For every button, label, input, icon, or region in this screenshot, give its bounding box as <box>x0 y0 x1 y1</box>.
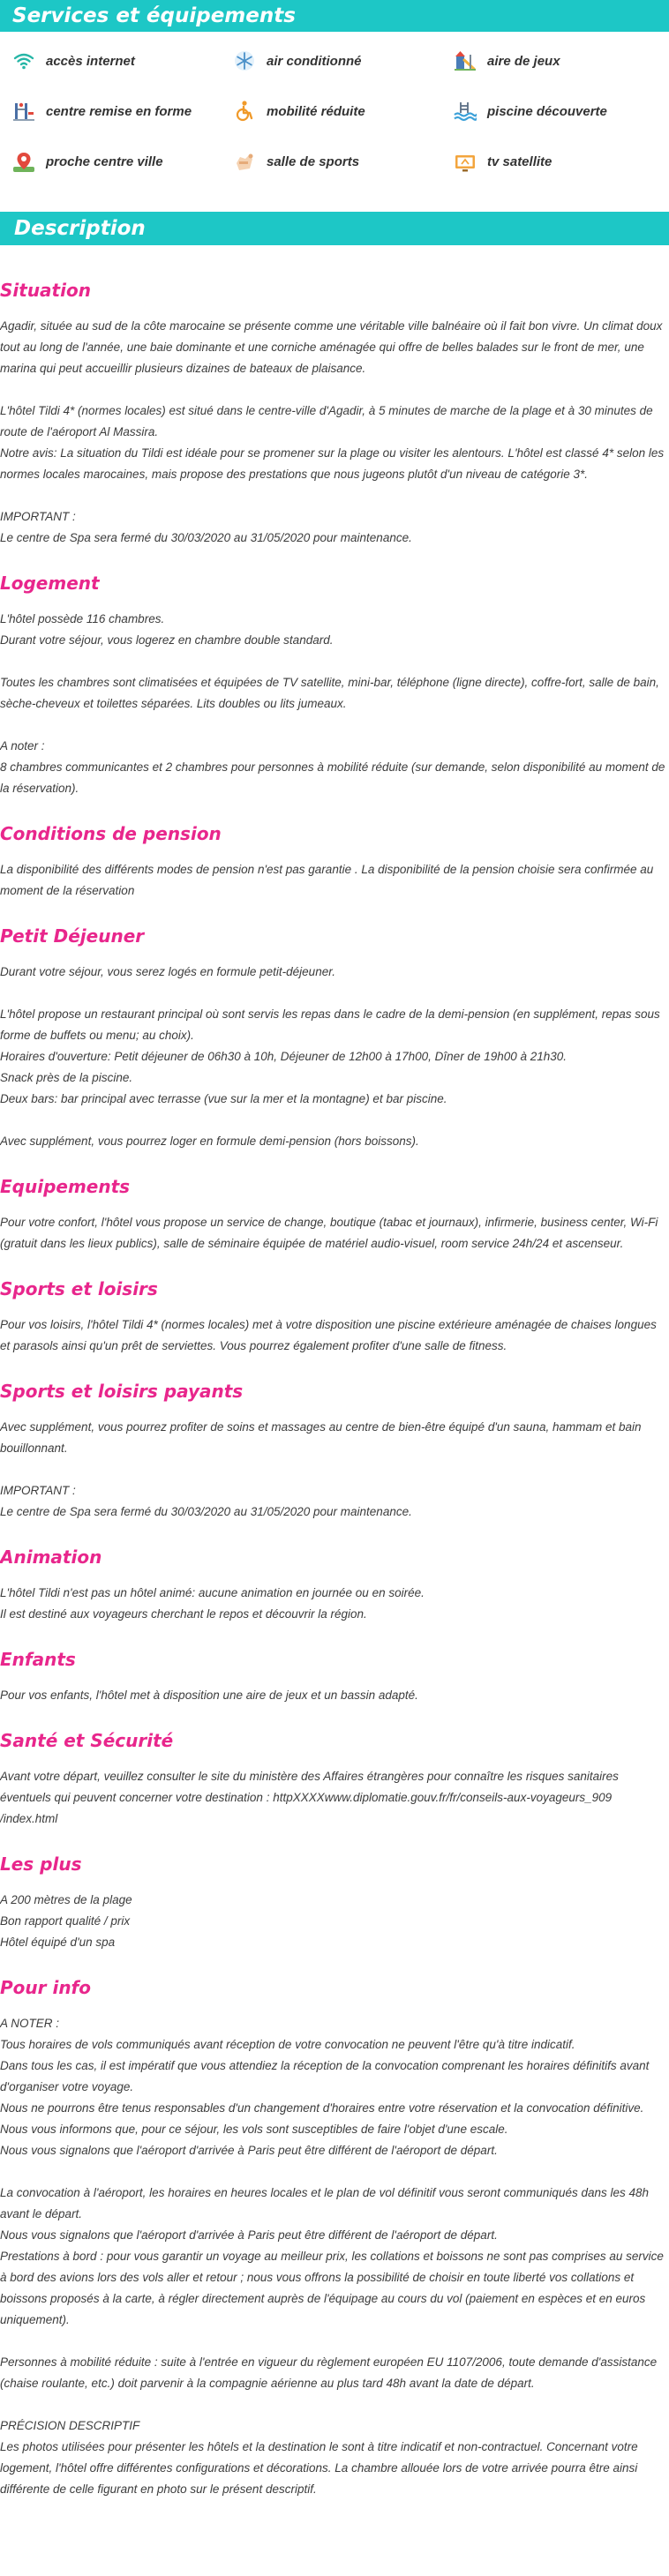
snowflake-icon <box>233 49 256 72</box>
section <box>0 1277 669 1357</box>
services-header <box>0 0 669 32</box>
service-label: air conditionné <box>267 53 362 69</box>
section-text: IMPORTANT : <box>0 1484 76 1497</box>
section-text: Pour vos enfants, l'hôtel met à disposition une aire de jeux et un bassin adapté. <box>0 1689 418 1702</box>
paragraph-gap <box>0 2394 669 2415</box>
section-text: Nous vous informons que, pour ce séjour, les vols sont susceptibles de faire l'objet d'une escale. <box>0 2123 508 2136</box>
wifi-icon <box>12 49 35 72</box>
service-label: piscine découverte <box>487 103 607 119</box>
section <box>0 1380 669 1523</box>
section-text: Nous ne pourrons être tenus responsables d'un changement d'horaires entre votre réservation et la convocation définitive. <box>0 2101 644 2115</box>
section-text: Tous horaires de vols communiqués avant réception de votre convocation ne peuvent l'être qu'à titre indicatif. <box>0 2038 575 2051</box>
section-title: Petit Déjeuner <box>0 925 145 947</box>
paragraph-gap <box>0 715 669 736</box>
section-text: Notre avis: La situation du Tildi est idéale pour se promener sur la plage ou visiter les alentours. L'hôtel est classé 4* selon les normes locales marocaines, mais propose des prestations que nous jugeons plutôt d'un niveau de catégorie 3*. <box>0 446 665 481</box>
section-text: La disponibilité des différents modes de pension n'est pas garantie . La disponibilité de la pension choisie sera confirmée au moment de la réservation <box>0 863 654 897</box>
paragraph-gap <box>0 1110 669 1131</box>
section-text: A NOTER : <box>0 2017 60 2030</box>
section-text: L'hôtel propose un restaurant principal où sont servis les repas dans le cadre de la demi-pension (en supplément, repas sous forme de buffets ou menu; au choix). <box>0 1007 660 1042</box>
section-title: Pour info <box>0 1977 91 1998</box>
section-text: A 200 mètres de la plage <box>0 1893 132 1906</box>
section <box>0 1546 669 1625</box>
section-text: Personnes à mobilité réduite : suite à l'entrée en vigueur du règlement européen EU 1107/2006, toute demande d'assistance (chaise roulante, etc.) doit parvenir à la compagnie aérienne au plus tard 48h avant la date de départ. <box>0 2355 658 2390</box>
section-text: Horaires d'ouverture: Petit déjeuner de 06h30 à 10h, Déjeuner de 12h00 à 17h00, Dîner de 19h00 à 21h30. <box>0 1050 568 1063</box>
section-title: Sports et loisirs <box>0 1278 158 1299</box>
paragraph-gap <box>0 2161 669 2183</box>
section-title: Conditions de pension <box>0 823 222 844</box>
section-text: Il est destiné aux voyageurs cherchant le repos et découvrir la région. <box>0 1607 367 1621</box>
section-text: Avec supplément, vous pourrez loger en formule demi-pension (hors boissons). <box>0 1134 419 1148</box>
section-text: Toutes les chambres sont climatisées et équipées de TV satellite, mini-bar, téléphone (ligne directe), coffre-fort, salle de bain, sèche-cheveux et toilettes séparées. Lits doubles ou lits jumeaux. <box>0 676 659 710</box>
service-item <box>12 100 233 123</box>
services-title: Services et équipements <box>12 4 296 27</box>
paragraph-gap <box>0 2331 669 2352</box>
section <box>0 1729 669 1830</box>
description-content <box>0 245 669 2500</box>
fitness-icon <box>12 100 35 123</box>
section <box>0 1648 669 1706</box>
paragraph-gap <box>0 1459 669 1480</box>
services-grid <box>0 32 669 182</box>
service-item <box>233 100 454 123</box>
section-text: La convocation à l'aéroport, les horaires en heures locales et le plan de vol définitif vous seront communiqués dans les 48h avant le départ. <box>0 2186 650 2220</box>
section-title: Situation <box>0 280 91 301</box>
section <box>0 822 669 902</box>
service-label: salle de sports <box>267 154 360 170</box>
section-text: Hôtel équipé d'un spa <box>0 1936 116 1949</box>
playground-icon <box>454 49 477 72</box>
section-title: Logement <box>0 573 100 594</box>
service-item <box>454 49 665 72</box>
section-text: IMPORTANT : <box>0 510 76 523</box>
paragraph-gap <box>0 651 669 672</box>
service-label: centre remise en forme <box>46 103 192 119</box>
section-text: Durant votre séjour, vous serez logés en formule petit-déjeuner. <box>0 965 335 978</box>
section <box>0 1976 669 2500</box>
section-text: Pour votre confort, l'hôtel vous propose un service de change, boutique (tabac et journaux), infirmerie, business center, Wi-Fi (gratuit dans les lieux publics), salle de séminaire équipée de matériel audio-visuel, room service 24h/24 et ascenseur. <box>0 1216 658 1250</box>
paragraph-gap <box>0 983 669 1004</box>
section-text: Dans tous les cas, il est impératif que vous attendiez la réception de la convocation comprenant les horaires définitifs avant d'organiser votre voyage. <box>0 2059 650 2093</box>
section <box>0 925 669 1152</box>
service-item <box>454 100 665 123</box>
section-text: Durant votre séjour, vous logerez en chambre double standard. <box>0 633 334 647</box>
section-text: Nous vous signalons que l'aéroport d'arrivée à Paris peut être différent de l'aéroport de départ. <box>0 2144 498 2157</box>
section-title: Les plus <box>0 1853 82 1875</box>
service-label: tv satellite <box>487 154 552 170</box>
sports-hall-icon <box>233 151 256 174</box>
description-header <box>0 212 669 245</box>
pool-icon <box>454 100 477 123</box>
section-text: L'hôtel Tildi n'est pas un hôtel animé: aucune animation en journée ou en soirée. <box>0 1586 425 1599</box>
section-title: Equipements <box>0 1176 131 1197</box>
tv-icon <box>454 151 477 174</box>
section-text: Le centre de Spa sera fermé du 30/03/2020 au 31/05/2020 pour maintenance. <box>0 1505 412 1518</box>
paragraph-gap <box>0 485 669 506</box>
service-item <box>233 49 454 72</box>
section-text: Avant votre départ, veuillez consulter le site du ministère des Affaires étrangères pour connaître les risques sanitaires éventuels qui peuvent concerner votre destination : httpXXXXwww.diplomatie.gouv.fr/fr/conseils-aux-voyageurs_909 /index.html <box>0 1770 619 1825</box>
wheelchair-icon <box>233 100 256 123</box>
paragraph-gap <box>0 379 669 401</box>
section-title: Enfants <box>0 1649 76 1670</box>
section-text: PRÉCISION DESCRIPTIF <box>0 2419 140 2432</box>
section-text: Le centre de Spa sera fermé du 30/03/2020 au 31/05/2020 pour maintenance. <box>0 531 412 544</box>
section-text: Prestations à bord : pour vous garantir un voyage au meilleur prix, les collations et boissons ne sont pas comprises au service à bord des avions lors des vols aller et retour ; nous vous offrons la possibilité de choisir en toute liberté vos collations et boissons proposés à la carte, à régler directement auprès de l'équipage au cours du vol (paiement en espèces et en euros uniquement). <box>0 2250 664 2326</box>
section-title: Santé et Sécurité <box>0 1730 174 1751</box>
description-title: Description <box>14 217 146 240</box>
service-label: mobilité réduite <box>267 103 365 119</box>
section-title: Animation <box>0 1546 102 1568</box>
service-label: aire de jeux <box>487 53 560 69</box>
service-item <box>12 151 233 174</box>
section-text: L'hôtel possède 116 chambres. <box>0 612 165 625</box>
section-text: Agadir, située au sud de la côte marocaine se présente comme une véritable ville balnéaire où il fait bon vivre. Un climat doux tout au long de l'année, une baie dominante et une corniche aménagée qui offre de belles balades sur le front de mer, une marina qui peut accueillir plusieurs dizaines de bateaux de plaisance. <box>0 319 663 375</box>
section-title: Sports et loisirs payants <box>0 1381 244 1402</box>
section-text: Nous vous signalons que l'aéroport d'arrivée à Paris peut être différent de l'aéroport de départ. <box>0 2228 498 2242</box>
section-text: L'hôtel Tildi 4* (normes locales) est situé dans le centre-ville d'Agadir, à 5 minutes de marche de la plage et à 30 minutes de route de l'aéroport Al Massira. <box>0 404 653 438</box>
service-label: accès internet <box>46 53 135 69</box>
section <box>0 1175 669 1254</box>
service-item <box>12 49 233 72</box>
section-text: Bon rapport qualité / prix <box>0 1914 131 1928</box>
section-text: 8 chambres communicantes et 2 chambres pour personnes à mobilité réduite (sur demande, selon disponibilité au moment de la réservation). <box>0 760 665 795</box>
section <box>0 279 669 549</box>
section-text: Snack près de la piscine. <box>0 1071 133 1084</box>
section <box>0 1853 669 1953</box>
city-pin-icon <box>12 151 35 174</box>
section-text: Avec supplément, vous pourrez profiter de soins et massages au centre de bien-être équipé d'un sauna, hammam et bain bouillonnant. <box>0 1420 642 1455</box>
service-item <box>454 151 665 174</box>
service-label: proche centre ville <box>46 154 163 170</box>
section-text: Pour vos loisirs, l'hôtel Tildi 4* (normes locales) met à votre disposition une piscine extérieure aménagée de chaises longues et parasols ainsi qu'un prêt de serviettes. Vous pourrez également profiter d'une salle de fitness. <box>0 1318 657 1352</box>
service-item <box>233 151 454 174</box>
section-text: A noter : <box>0 739 45 753</box>
section-text: Deux bars: bar principal avec terrasse (vue sur la mer et la montagne) et bar piscine. <box>0 1092 447 1105</box>
section-text: Les photos utilisées pour présenter les hôtels et la destination le sont à titre indicatif et non-contractuel. Concernant votre logement, l'hôtel offre différentes configurations et décorations. La chambre allouée lors de votre arrivée pourra être ainsi différente de celle figurant en photo sur le présent descriptif. <box>0 2440 638 2496</box>
section <box>0 572 669 799</box>
